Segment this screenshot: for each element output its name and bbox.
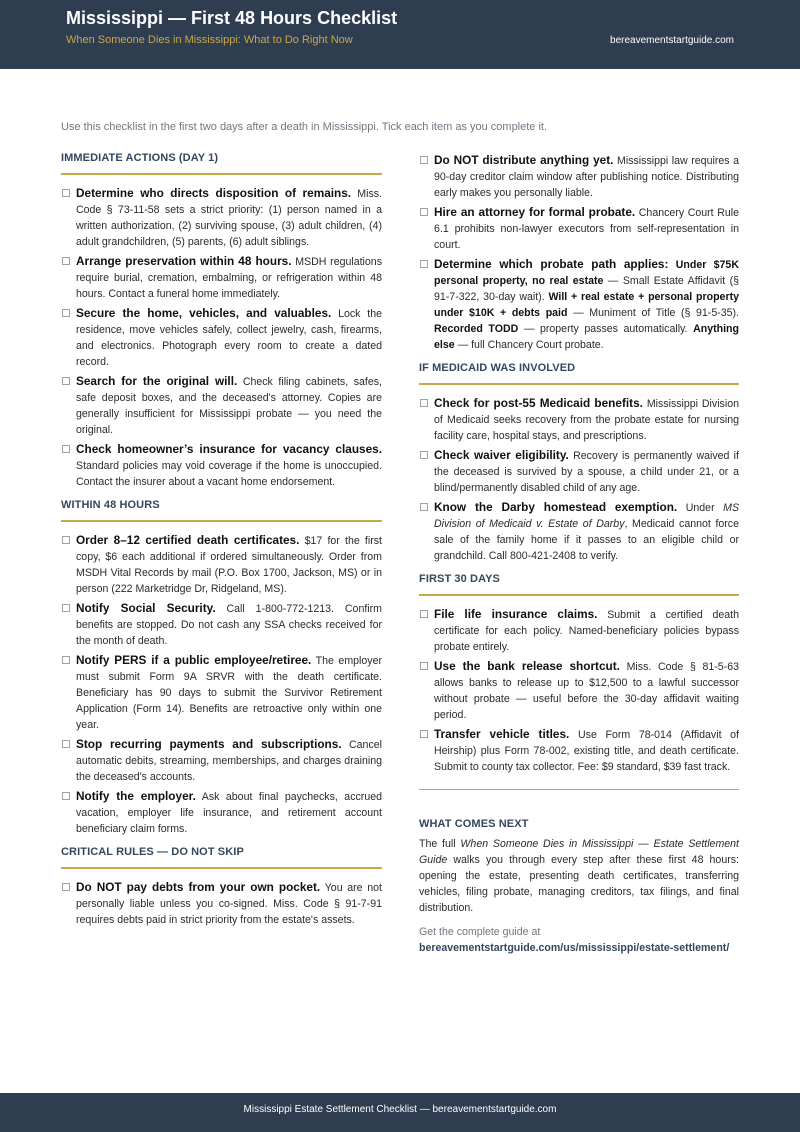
path-small-estate: Under $75K personal property, no real estate bbox=[434, 259, 739, 287]
checklist-item bbox=[61, 441, 382, 490]
item-body: Under bbox=[685, 502, 724, 514]
item-body: — Small Estate Affidavit (§ 91-7-322, 30-day wait). bbox=[434, 275, 739, 303]
next-description bbox=[419, 836, 739, 916]
item-lead: Check for post-55 Medicaid benefits. bbox=[434, 396, 643, 410]
item-body: , Medicaid cannot force sale of the family home if it passes to an eligible child or grandchild. Call 800-421-2408 to verify. bbox=[434, 518, 739, 562]
item-body: Miss. Code § 81-5-63 allows banks to release up to $12,500 to a lawful successor without probate — useful before the 30-day affidavit waiting period. bbox=[434, 661, 740, 721]
item-lead: Determine which probate path applies: bbox=[434, 257, 669, 271]
checklist-item bbox=[61, 532, 382, 597]
checklist-item bbox=[419, 658, 739, 723]
section-divider bbox=[61, 867, 382, 869]
checkbox[interactable] bbox=[62, 883, 70, 891]
intro-text: Use this checklist in the first two days after a death in Mississippi. Tick each item as you complete it. bbox=[61, 121, 548, 133]
page-footer bbox=[0, 1093, 800, 1132]
item-body: Submit a certified death certificate for each policy. Named-beneficiary policies bypass probate entirely. bbox=[434, 609, 740, 653]
checklist-item bbox=[419, 256, 739, 353]
checkbox[interactable] bbox=[62, 740, 70, 748]
checkbox[interactable] bbox=[420, 610, 428, 618]
section-title-within48: WITHIN 48 HOURS bbox=[61, 499, 160, 511]
item-lead: Hire an attorney for formal probate. bbox=[434, 205, 636, 219]
checklist-item bbox=[61, 879, 382, 928]
section-divider bbox=[61, 173, 382, 175]
checkbox[interactable] bbox=[420, 156, 428, 164]
case-citation: MS Division of Medicaid v. Estate of Darby bbox=[434, 502, 740, 530]
checklist-item bbox=[61, 253, 382, 302]
item-body: Cancel automatic debits, streaming, memberships, and charges draining the deceased's accounts. bbox=[76, 739, 382, 783]
checklist-item bbox=[61, 373, 382, 438]
item-body: $17 for the first copy, $6 each additional if ordered simultaneously. Order from MSDH Vital Records by mail (P.O. Box 1700, Jackson, MS) or in person (222 Marketridge Dr, Ridgeland, MS). bbox=[76, 535, 382, 595]
next-text: The full bbox=[419, 838, 461, 850]
item-lead: Order 8–12 certified death certificates. bbox=[76, 533, 300, 547]
item-lead: Notify Social Security. bbox=[76, 601, 216, 615]
item-body: Mississippi Division of Medicaid seeks recovery from the probate estate for nursing facility care, hospital stays, and prescriptions. bbox=[434, 398, 739, 442]
item-lead: Do NOT distribute anything yet. bbox=[434, 153, 614, 167]
checkbox[interactable] bbox=[420, 399, 428, 407]
section-divider bbox=[419, 383, 739, 385]
checkbox[interactable] bbox=[420, 503, 428, 511]
item-body: Call 1-800-772-1213. Confirm benefits are stopped. Do not cash any SSA checks received for the month of death. bbox=[76, 603, 382, 647]
section-title-immediate: IMMEDIATE ACTIONS (DAY 1) bbox=[61, 152, 219, 164]
item-body: — property passes automatically. bbox=[518, 323, 694, 335]
item-body: Standard policies may void coverage if the home is unoccupied. Contact the insurer about a vacant home endorsement. bbox=[76, 460, 382, 488]
left-column bbox=[61, 152, 382, 931]
path-todd: Recorded TODD bbox=[434, 323, 519, 335]
item-lead: Notify the employer. bbox=[76, 789, 196, 803]
checklist-item bbox=[61, 652, 382, 733]
footer-text: Mississippi Estate Settlement Checklist — bereavementstartguide.com bbox=[243, 1104, 557, 1115]
checklist-item bbox=[419, 395, 739, 444]
item-lead: Do NOT pay debts from your own pocket. bbox=[76, 880, 321, 894]
checkbox[interactable] bbox=[62, 257, 70, 265]
section-divider bbox=[419, 789, 739, 790]
page-subtitle: When Someone Dies in Mississippi: What to Do Right Now bbox=[66, 34, 353, 46]
checkbox[interactable] bbox=[420, 260, 428, 268]
checklist-item bbox=[61, 185, 382, 250]
item-body: The employer must submit Form 9A SRVR with the death certificate. Beneficiary has 90 days to submit the Survivor Retirement Application (Form 14). Benefits are retroactive only within one year. bbox=[76, 655, 382, 731]
item-lead: Determine who directs disposition of remains. bbox=[76, 186, 352, 200]
checkbox[interactable] bbox=[62, 445, 70, 453]
header-site-link[interactable]: bereavementstartguide.com bbox=[610, 35, 734, 46]
guide-link[interactable]: bereavementstartguide.com/us/mississippi/estate-settlement/ bbox=[419, 942, 730, 954]
checklist-item bbox=[419, 606, 739, 655]
checkbox[interactable] bbox=[420, 451, 428, 459]
item-lead: Check waiver eligibility. bbox=[434, 448, 569, 462]
section-title-first30: FIRST 30 DAYS bbox=[419, 573, 500, 585]
item-lead: Know the Darby homestead exemption. bbox=[434, 500, 678, 514]
path-muniment: Will + real estate + personal property under $10K + debts paid bbox=[434, 291, 739, 319]
item-body: Recovery is permanently waived if the deceased is survived by a spouse, a child under 21, or a blind/permanently disabled child of any age. bbox=[434, 450, 739, 494]
checklist-item bbox=[61, 600, 382, 649]
checklist-item bbox=[419, 726, 739, 775]
item-body: Chancery Court Rule 6.1 prohibits non-lawyer executors from self-representation in court. bbox=[434, 207, 739, 251]
checklist-item bbox=[61, 788, 382, 837]
checkbox[interactable] bbox=[62, 792, 70, 800]
checkbox[interactable] bbox=[62, 536, 70, 544]
checkbox[interactable] bbox=[420, 208, 428, 216]
checklist-item bbox=[61, 305, 382, 370]
checkbox[interactable] bbox=[62, 604, 70, 612]
item-body: Use Form 78-014 (Affidavit of Heirship) plus Form 78-002, existing title, and death certificate. Submit to county tax collector. Fee: $9 standard, $39 fast track. bbox=[434, 729, 739, 773]
page-header bbox=[0, 0, 800, 69]
item-body: Ask about final paychecks, accrued vacation, employer life insurance, and retirement account beneficiary claim forms. bbox=[76, 791, 382, 835]
section-title-medicaid: IF MEDICAID WAS INVOLVED bbox=[419, 362, 576, 374]
get-guide-text: Get the complete guide at bbox=[419, 926, 541, 938]
checkbox[interactable] bbox=[62, 377, 70, 385]
item-body: You are not personally liable unless you co-signed. Miss. Code § 91-7-91 requires debts paid in strict priority from the estate's assets. bbox=[76, 882, 382, 926]
item-body: Mississippi law requires a 90-day creditor claim window after publishing notice. Distributing early makes you personally liable. bbox=[434, 155, 739, 199]
item-lead: Use the bank release shortcut. bbox=[434, 659, 620, 673]
right-column bbox=[419, 152, 739, 956]
section-divider bbox=[61, 520, 382, 522]
next-text: walks you through every step after these first 48 hours: opening the estate, presenting death certificates, transferring vehicles, filing probate, managing creditors, tax filings, and final distribution. bbox=[419, 854, 739, 914]
checkbox[interactable] bbox=[62, 309, 70, 317]
item-lead: Notify PERS if a public employee/retiree. bbox=[76, 653, 312, 667]
checkbox[interactable] bbox=[62, 189, 70, 197]
item-lead: File life insurance claims. bbox=[434, 607, 598, 621]
checklist-item bbox=[419, 204, 739, 253]
checkbox[interactable] bbox=[420, 662, 428, 670]
item-body: Miss. Code § 73-11-58 sets a strict priority: (1) person named in a written authorization, (2) surviving spouse, (3) adult children, (4) adult grandchildren, (5) parents, (6) adult siblings. bbox=[76, 188, 382, 248]
checklist-item bbox=[61, 736, 382, 785]
checkbox[interactable] bbox=[420, 730, 428, 738]
item-lead: Search for the original will. bbox=[76, 374, 238, 388]
item-body: — full Chancery Court probate. bbox=[454, 339, 604, 351]
page-title: Mississippi — First 48 Hours Checklist bbox=[66, 8, 398, 28]
path-full-probate: Anything else bbox=[434, 323, 739, 351]
item-lead: Stop recurring payments and subscriptions. bbox=[76, 737, 342, 751]
checklist-item bbox=[419, 152, 739, 201]
guide-title: When Someone Dies in Mississippi — Estate Settlement Guide bbox=[419, 838, 740, 866]
item-body: Lock the residence, move vehicles safely, collect jewelry, cash, firearms, and electronics. Photograph every room to create a dated record. bbox=[76, 308, 382, 368]
item-body: MSDH regulations require burial, cremation, embalming, or refrigeration within 48 hours. Contact a funeral home immediately. bbox=[76, 256, 382, 300]
checkbox[interactable] bbox=[62, 656, 70, 664]
checklist-item bbox=[419, 447, 739, 496]
item-lead: Transfer vehicle titles. bbox=[434, 727, 570, 741]
checklist-item bbox=[419, 499, 739, 564]
section-title-critical: CRITICAL RULES — DO NOT SKIP bbox=[61, 846, 244, 858]
item-body: — Muniment of Title (§ 91-5-35). bbox=[567, 307, 739, 319]
item-lead: Check homeowner’s insurance for vacancy clauses. bbox=[76, 442, 382, 456]
item-body: Check filing cabinets, safes, safe deposit boxes, and the deceased's attorney. Copies are generally insufficient for Mississippi probate — you need the original. bbox=[76, 376, 382, 436]
section-title-next: WHAT COMES NEXT bbox=[419, 818, 529, 830]
item-lead: Secure the home, vehicles, and valuables. bbox=[76, 306, 332, 320]
section-divider bbox=[419, 594, 739, 596]
item-lead: Arrange preservation within 48 hours. bbox=[76, 254, 292, 268]
